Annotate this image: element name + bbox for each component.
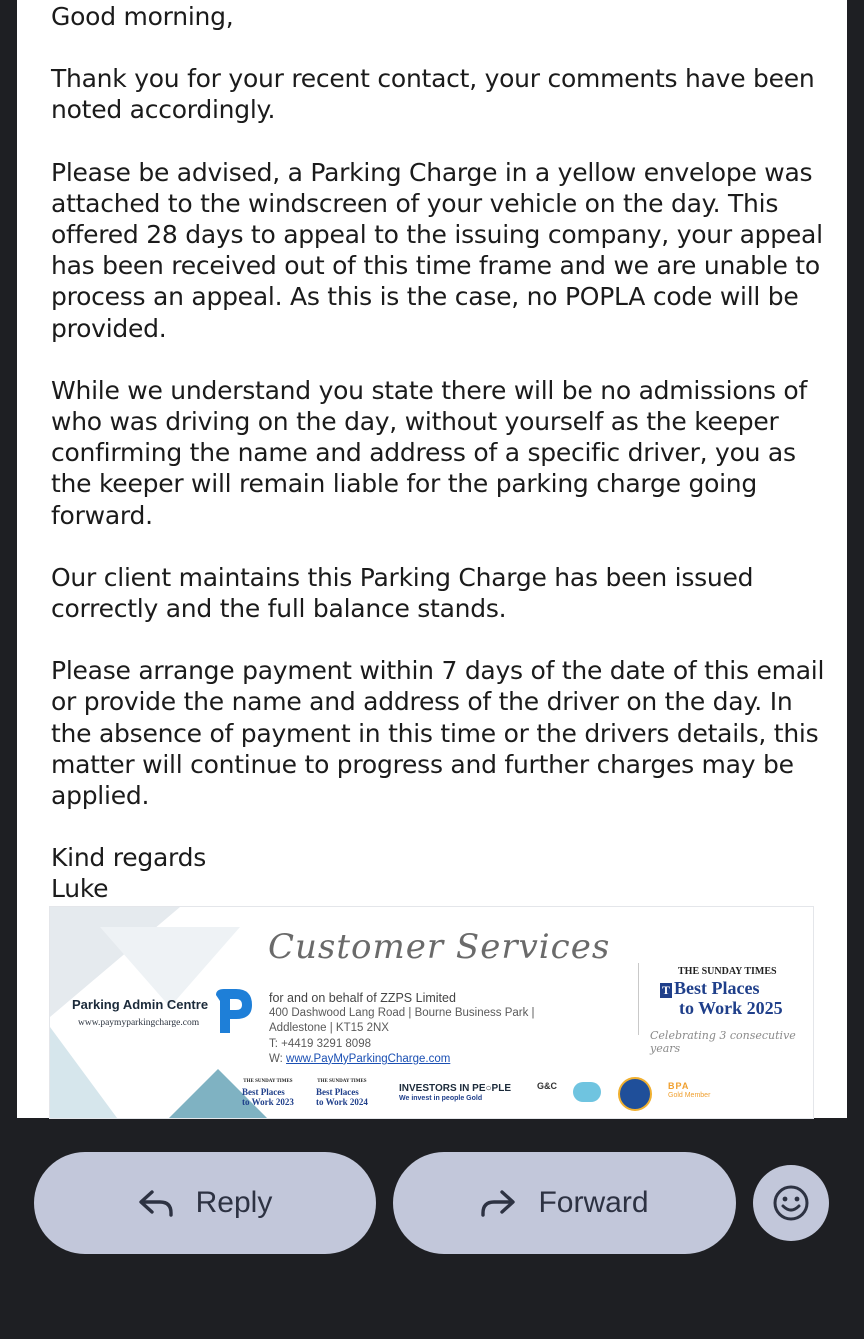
p-logo-icon (212, 987, 254, 1035)
award-line: Best Places (242, 1087, 285, 1097)
sunday-times-label: THE SUNDAY TIMES (678, 966, 777, 977)
divider (638, 963, 639, 1035)
smiley-face-icon (772, 1184, 810, 1222)
signature-banner-image (50, 907, 813, 1118)
best-places-text: Best Places (674, 978, 760, 998)
times-t-icon: T (662, 983, 671, 997)
phone-line: T: +4419 3291 8098 (269, 1037, 371, 1050)
reply-arrow-icon (138, 1188, 174, 1218)
action-bar (0, 1118, 864, 1339)
bpa-sub: Gold Member (668, 1092, 711, 1099)
email-paragraph: Our client maintains this Parking Charge has been issued correctly and the full balance stands. (51, 562, 754, 624)
reply-label: Reply (195, 1186, 273, 1219)
signoff-text: Kind regards (51, 843, 207, 873)
award-line: to Work 2024 (316, 1097, 368, 1107)
sender-name: Luke (51, 874, 109, 904)
emoji-reaction-button[interactable] (753, 1165, 829, 1241)
award-2024 (316, 1077, 368, 1107)
address-line: 400 Dashwood Lang Road | Bourne Business Park | (269, 1007, 535, 1020)
behalf-line: for and on behalf of ZZPS Limited (269, 991, 456, 1005)
seal-logo-icon (618, 1077, 652, 1111)
badge-logo-icon (573, 1082, 601, 1102)
investors-in-people-logo: INVESTORS IN PE○PLE (399, 1083, 511, 1094)
investors-sub: We invest in people Gold (399, 1095, 483, 1102)
company-name: Parking Admin Centre (72, 997, 209, 1012)
email-paragraph: While we understand you state there will be no admissions of who was driving on the day, without yourself as the keeper confirming the name and address of a specific driver, you as the keeper will remain liable for the parking charge going forward. (51, 375, 808, 530)
award-2023 (242, 1077, 294, 1107)
email-paragraph: Please be advised, a Parking Charge in a yellow envelope was attached to the windscreen of your vehicle on the day. This offered 28 days to appeal to the issuing company, your appeal has been received out of this time frame and we are unable to process an appeal. As this is the case, no POPLA code will be provided. (51, 157, 823, 343)
celebrating-text: Celebrating 3 consecutive years (650, 1029, 796, 1055)
gbc-logo-icon: G&C (537, 1081, 557, 1091)
web-line (269, 1052, 535, 1067)
forward-button[interactable] (393, 1152, 736, 1254)
address-line: Addlestone | KT15 2NX (269, 1022, 389, 1035)
customer-services-heading: Customer Services (268, 927, 611, 967)
to-work-text: to Work 2025 (679, 998, 783, 1018)
email-greeting: Good morning, (51, 2, 234, 31)
forward-label: Forward (538, 1186, 649, 1219)
company-url: www.paymyparkingcharge.com (78, 1018, 200, 1028)
bpa-logo: BPA (668, 1081, 690, 1091)
award-source: THE SUNDAY TIMES (243, 1079, 293, 1084)
email-paragraph: Please arrange payment within 7 days of the date of this email or provide the name and address of the driver on the day. In the absence of payment in this time or the drivers details, this matter will continue to progress and further charges may be applied. (51, 656, 825, 811)
website-link[interactable]: www.PayMyParkingCharge.com (286, 1052, 451, 1065)
email-signoff (51, 842, 831, 904)
contact-details (269, 991, 535, 1067)
web-prefix: W: (269, 1052, 287, 1065)
email-paragraph: Thank you for your recent contact, your comments have been noted accordingly. (51, 64, 815, 125)
forward-arrow-icon (480, 1188, 516, 1218)
decorative-triangle (50, 1027, 120, 1118)
best-places-title (660, 978, 760, 999)
award-source: THE SUNDAY TIMES (317, 1079, 367, 1084)
award-line: Best Places (316, 1087, 359, 1097)
email-body (51, 0, 831, 905)
reply-button[interactable] (34, 1152, 376, 1254)
award-line: to Work 2023 (242, 1097, 294, 1107)
